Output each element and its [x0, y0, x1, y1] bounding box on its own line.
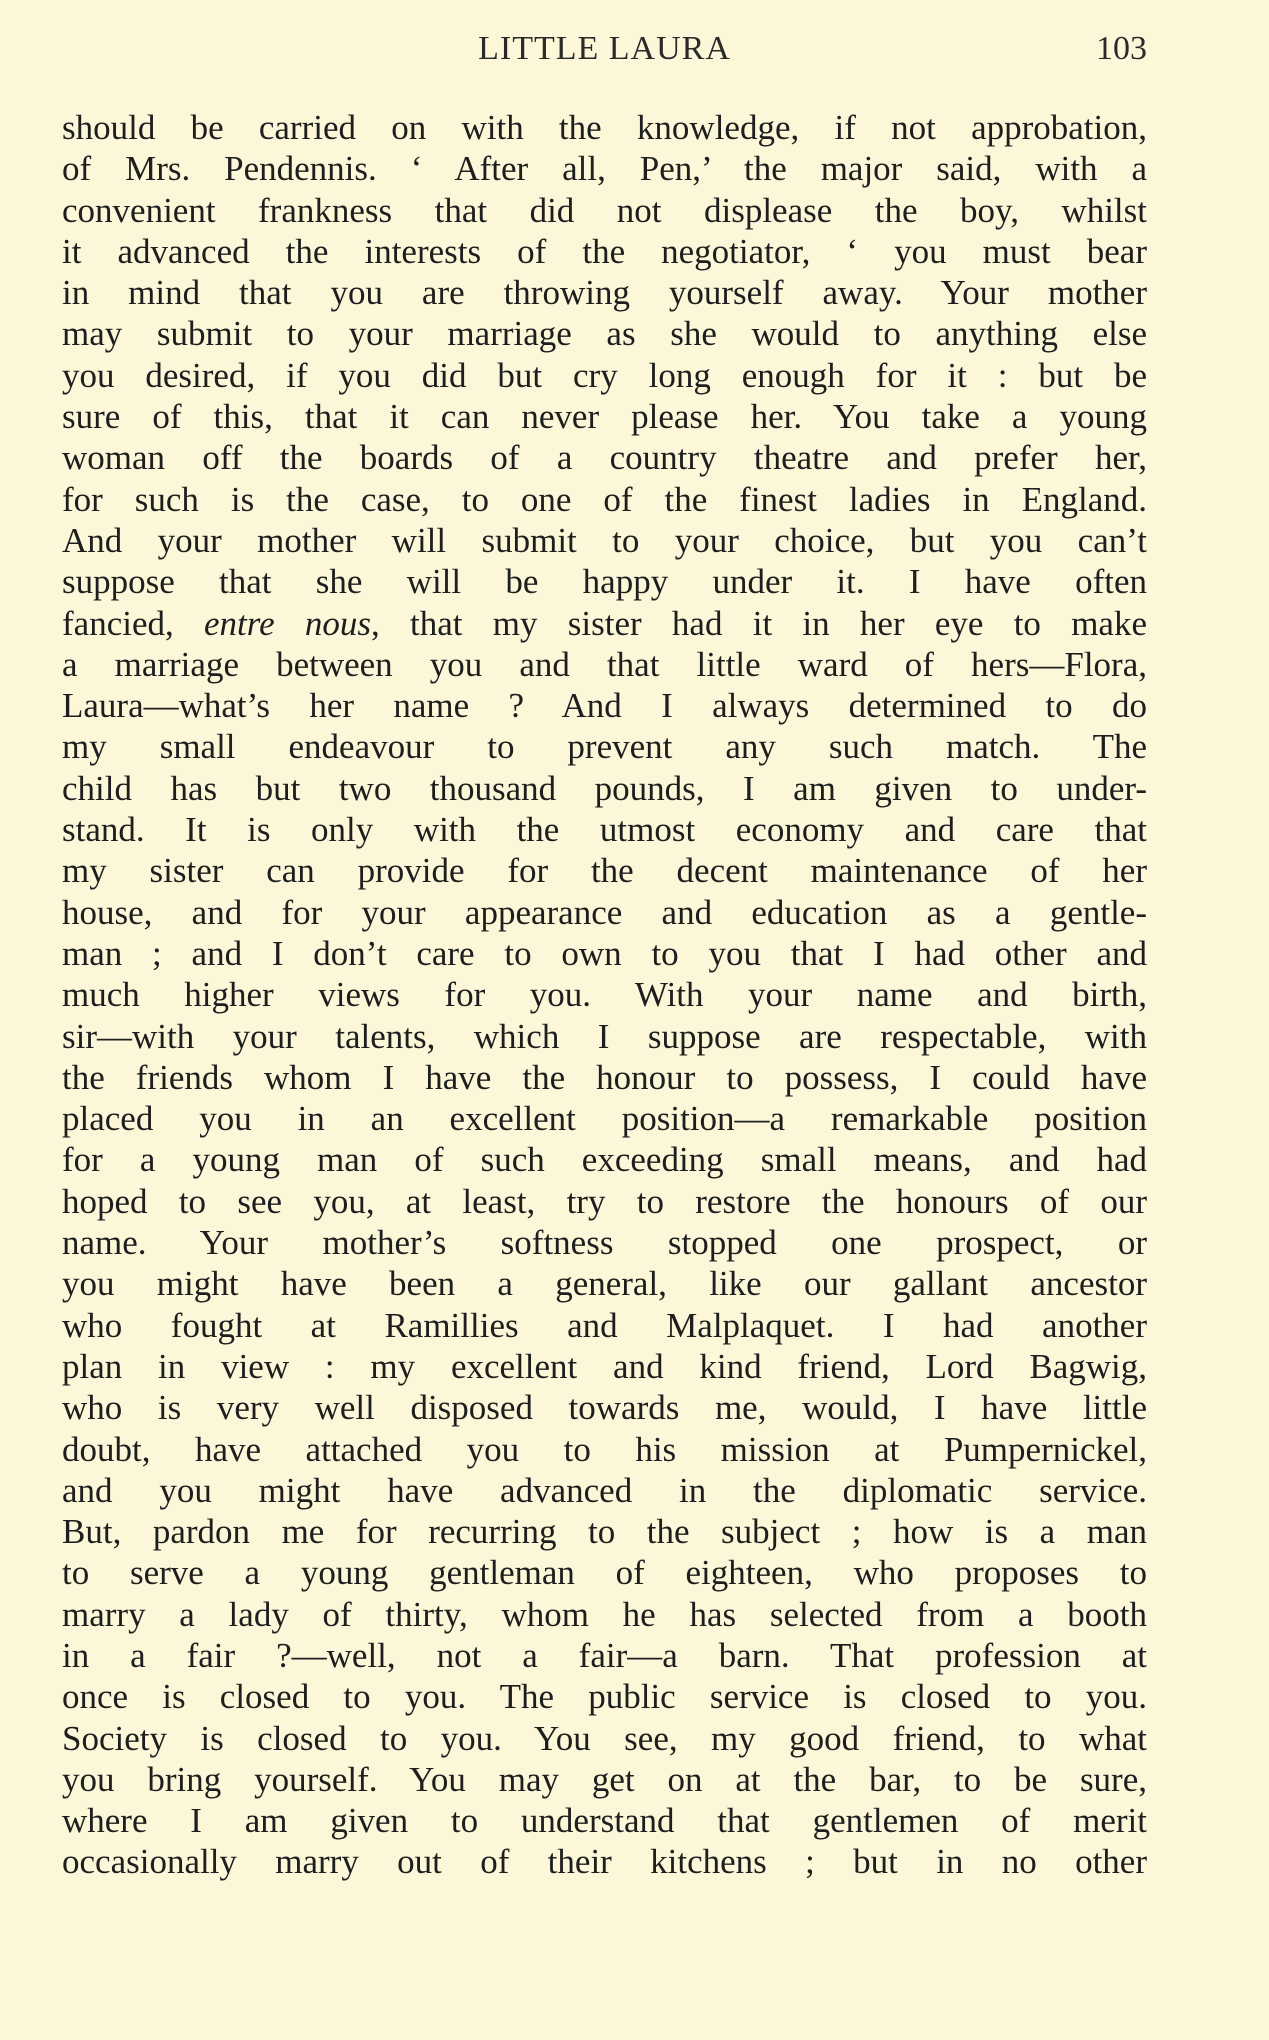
text-line: in a fair ?—well, not a fair—a barn. That profession at — [62, 1635, 1147, 1675]
text-line: in mind that you are throwing yourself away. Your mother — [62, 273, 1147, 313]
text-line: for a young man of such exceeding small means, and had — [62, 1140, 1147, 1180]
text-line: sir—with your talents, which I suppose are respectable, with — [62, 1016, 1147, 1056]
text-line: child has but two thousand pounds, I am given to under- — [62, 768, 1147, 808]
text-line: suppose that she will be happy under it. I have often — [62, 562, 1147, 602]
text-line: who fought at Ramillies and Malplaquet. I had another — [62, 1305, 1147, 1345]
text-line — [62, 603, 1147, 644]
text-line: the friends whom I have the honour to possess, I could have — [62, 1057, 1147, 1097]
text-line: for such is the case, to one of the finest ladies in England. — [62, 479, 1147, 519]
text-line: much higher views for you. With your name and birth, — [62, 975, 1147, 1015]
text-line: my sister can provide for the decent maintenance of her — [62, 851, 1147, 891]
text-line: But, pardon me for recurring to the subject ; how is a man — [62, 1512, 1147, 1552]
text-fragment: fancied, — [62, 603, 204, 643]
text-line: Society is closed to you. You see, my good friend, to what — [62, 1718, 1147, 1758]
text-line: you might have been a general, like our gallant ancestor — [62, 1264, 1147, 1304]
text-line: may submit to your marriage as she would to anything else — [62, 314, 1147, 354]
text-line: And your mother will submit to your choice, but you can’t — [62, 520, 1147, 560]
text-line: name. Your mother’s softness stopped one prospect, or — [62, 1223, 1147, 1263]
body-text — [62, 107, 1147, 1883]
text-line: a marriage between you and that little ward of hers—Flora, — [62, 644, 1147, 684]
text-line: house, and for your appearance and education as a gentle- — [62, 892, 1147, 932]
italic-phrase: entre nous — [204, 603, 372, 643]
text-line: once is closed to you. The public service is closed to you. — [62, 1677, 1147, 1717]
text-line: it advanced the interests of the negotiator, ‘ you must bear — [62, 231, 1147, 271]
text-line: who is very well disposed towards me, would, I have little — [62, 1388, 1147, 1428]
running-head — [62, 30, 1147, 78]
text-line: sure of this, that it can never please her. You take a young — [62, 397, 1147, 437]
text-line: placed you in an excellent position—a remarkable position — [62, 1099, 1147, 1139]
text-line: you desired, if you did but cry long enough for it : but be — [62, 355, 1147, 395]
text-line: and you might have advanced in the diplomatic service. — [62, 1470, 1147, 1510]
text-line: marry a lady of thirty, whom he has selected from a booth — [62, 1594, 1147, 1634]
text-fragment: , that my sister had it in her eye to make — [371, 603, 1147, 643]
text-line: hoped to see you, at least, try to restore the honours of our — [62, 1181, 1147, 1221]
text-line: you bring yourself. You may get on at the bar, to be sure, — [62, 1759, 1147, 1799]
text-line: woman off the boards of a country theatre and prefer her, — [62, 438, 1147, 478]
text-line: Laura—what’s her name ? And I always determined to do — [62, 686, 1147, 726]
text-line: stand. It is only with the utmost economy and care that — [62, 810, 1147, 850]
text-line: convenient frankness that did not displease the boy, whilst — [62, 190, 1147, 230]
text-line: my small endeavour to prevent any such match. The — [62, 727, 1147, 767]
text-line: man ; and I don’t care to own to you that I had other and — [62, 933, 1147, 973]
text-line: doubt, have attached you to his mission at Pumpernickel, — [62, 1429, 1147, 1469]
page-number: 103 — [1096, 30, 1147, 67]
text-line: to serve a young gentleman of eighteen, who proposes to — [62, 1553, 1147, 1593]
text-line: of Mrs. Pendennis. ‘ After all, Pen,’ the major said, with a — [62, 149, 1147, 189]
text-line: plan in view : my excellent and kind friend, Lord Bagwig, — [62, 1346, 1147, 1386]
text-line: occasionally marry out of their kitchens ; but in no other — [62, 1842, 1147, 1882]
text-line: should be carried on with the knowledge, if not approbation, — [62, 108, 1147, 147]
running-title: LITTLE LAURA — [478, 30, 731, 67]
text-line: where I am given to understand that gentlemen of merit — [62, 1801, 1147, 1841]
